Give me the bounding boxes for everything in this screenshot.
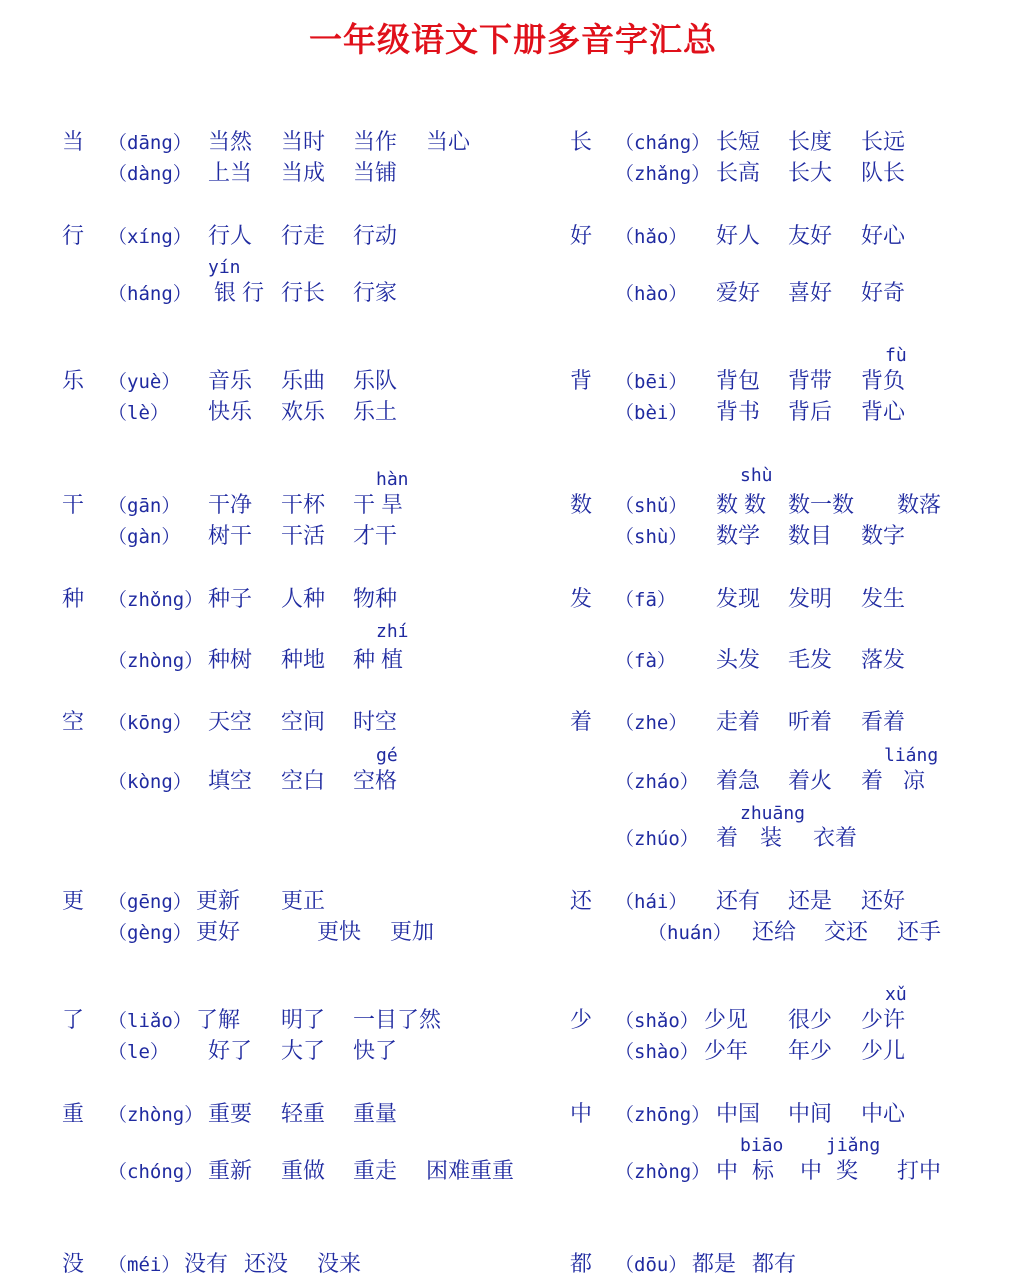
word: 人种 [281,587,326,612]
word: 填空 [208,769,253,794]
word: 着凉 [861,769,946,794]
pinyin: （gān） [108,495,181,517]
word: 乐曲 [281,369,326,394]
word: 明了 [281,1008,326,1033]
pinyin-annotation: yín [208,257,241,278]
word: 落发 [861,648,906,673]
pinyin: （chóng） [108,1161,204,1183]
pinyin-annotation: zhuāng [740,803,806,824]
word: 长高 [716,161,761,186]
word: 干杯 [281,493,326,518]
word: 还好 [861,889,906,914]
pinyin: （dōu） [615,1254,688,1276]
word: 着装 [716,826,805,851]
word: 行家 [353,281,398,306]
word: 好人 [716,224,761,249]
word: 着火 [788,769,833,794]
word: 数目 [788,524,833,549]
word: 中国 [716,1102,761,1127]
pinyin: （kōng） [108,712,192,734]
head-char: 发 [570,587,593,612]
pinyin: （zhǎng） [615,163,711,185]
word: 乐土 [353,400,398,425]
pinyin: （méi） [108,1254,181,1276]
pinyin: （zhe） [615,712,688,734]
word: 很少 [788,1008,833,1033]
word: 毛发 [788,648,833,673]
word: 没来 [317,1252,362,1277]
word: 打中 [897,1159,942,1184]
pinyin: （bèi） [615,402,688,424]
word: 背带 [788,369,833,394]
word: 数落 [897,493,942,518]
word: 长远 [861,130,906,155]
word: 更新 [196,889,241,914]
head-char: 乐 [62,369,85,394]
word: 少儿 [861,1039,906,1064]
word: 都有 [752,1252,797,1277]
word: 了解 [196,1008,241,1033]
word: 发明 [788,587,833,612]
pinyin: （lè） [108,402,169,424]
pinyin-annotation: liáng [884,745,939,766]
pinyin: （zhǒng） [108,589,204,611]
word: 长短 [716,130,761,155]
word: 重走 [353,1159,398,1184]
word: 欢乐 [281,400,326,425]
head-char: 长 [570,130,593,155]
pinyin: （hǎo） [615,226,688,248]
pinyin-annotation: hàn [376,469,409,490]
word: 种树 [208,648,253,673]
pinyin-annotation: xǔ [885,984,907,1005]
word: 发生 [861,587,906,612]
word: 乐队 [353,369,398,394]
word: 数数 [716,493,773,518]
pinyin: （dàng） [108,163,192,185]
word: 少见 [704,1008,749,1033]
word: 物种 [353,587,398,612]
pinyin-annotation: gé [376,745,398,766]
pinyin: （bēi） [615,371,688,393]
word: 种地 [281,648,326,673]
word: 行走 [281,224,326,249]
word: 重做 [281,1159,326,1184]
pinyin: （dāng） [108,132,192,154]
word: 重要 [208,1102,253,1127]
head-char: 少 [570,1008,593,1033]
head-char: 重 [62,1102,85,1127]
pinyin: （xíng） [108,226,192,248]
pinyin: （shù） [615,526,688,548]
word: 快了 [353,1039,398,1064]
page-title: 一年级语文下册多音字汇总 [309,20,717,59]
word: 看着 [861,710,906,735]
word: 银行 [214,281,271,306]
word: 空格 [353,769,398,794]
pinyin: （zháo） [615,771,699,793]
word: 好奇 [861,281,906,306]
word: 行人 [208,224,253,249]
word: 背包 [716,369,761,394]
word: 树干 [208,524,253,549]
word: 才干 [353,524,398,549]
pinyin-annotation: fù [885,345,907,366]
word: 当心 [426,130,471,155]
pinyin-annotation: jiǎng [826,1135,881,1156]
word: 天空 [208,710,253,735]
word: 种子 [208,587,253,612]
head-char: 了 [62,1008,85,1033]
word: 数字 [861,524,906,549]
word: 背心 [861,400,906,425]
word: 当铺 [353,161,398,186]
word: 中标 [716,1159,789,1184]
head-char: 好 [570,224,593,249]
pinyin: （hái） [615,891,688,913]
word: 更正 [281,889,326,914]
pinyin-annotation: shù [740,465,773,486]
pinyin-annotation: biāo [740,1135,784,1156]
pinyin: （háng） [108,283,192,305]
pinyin: （zhōng） [615,1104,711,1126]
word: 交还 [824,920,869,945]
word: 当成 [281,161,326,186]
head-char: 当 [62,130,85,155]
word: 干旱 [353,493,410,518]
pinyin: （fā） [615,589,676,611]
head-char: 种 [62,587,85,612]
head-char: 还 [570,889,593,914]
pinyin: （shǎo） [615,1010,699,1032]
head-char: 更 [62,889,85,914]
pinyin: （yuè） [108,371,181,393]
pinyin: （shào） [615,1041,699,1063]
word: 更快 [317,920,362,945]
head-char: 中 [570,1102,593,1127]
word: 更加 [390,920,435,945]
word: 爱好 [716,281,761,306]
word: 长大 [788,161,833,186]
word: 种植 [353,648,410,673]
head-char: 行 [62,224,85,249]
word: 背书 [716,400,761,425]
word: 长度 [788,130,833,155]
word: 行长 [281,281,326,306]
word: 更好 [196,920,241,945]
word: 背后 [788,400,833,425]
word: 重新 [208,1159,253,1184]
pinyin: （fà） [615,650,676,672]
pinyin-annotation: zhí [376,621,409,642]
head-char: 没 [62,1252,85,1277]
pinyin: （liǎo） [108,1010,192,1032]
word: 听着 [788,710,833,735]
pinyin: （huán） [648,922,732,944]
word: 喜好 [788,281,833,306]
word: 上当 [208,161,253,186]
word: 空白 [281,769,326,794]
word: 发现 [716,587,761,612]
word: 背负 [861,369,906,394]
word: 空间 [281,710,326,735]
word: 当作 [353,130,398,155]
word: 音乐 [208,369,253,394]
word: 快乐 [208,400,253,425]
word: 着急 [716,769,761,794]
word: 好心 [861,224,906,249]
word: 数学 [716,524,761,549]
word: 大了 [281,1039,326,1064]
word: 当时 [281,130,326,155]
pinyin: （cháng） [615,132,711,154]
word: 行动 [353,224,398,249]
word: 队长 [861,161,906,186]
word: 没有 [184,1252,229,1277]
word: 中间 [788,1102,833,1127]
word: 年少 [788,1039,833,1064]
pinyin: （kòng） [108,771,192,793]
word: 还有 [716,889,761,914]
pinyin: （gēng） [108,891,192,913]
word: 轻重 [281,1102,326,1127]
head-char: 空 [62,710,85,735]
pinyin: （zhúo） [615,828,699,850]
word: 头发 [716,648,761,673]
head-char: 数 [570,493,593,518]
pinyin: （zhòng） [108,650,204,672]
word: 中奖 [800,1159,873,1184]
word: 少许 [861,1008,906,1033]
word: 还给 [752,920,797,945]
head-char: 都 [570,1252,593,1277]
word: 还没 [244,1252,289,1277]
word: 干净 [208,493,253,518]
word: 中心 [861,1102,906,1127]
pinyin: （gèng） [108,922,192,944]
word: 少年 [704,1039,749,1064]
pinyin: （zhòng） [108,1104,204,1126]
word: 重量 [353,1102,398,1127]
word: 好了 [208,1039,253,1064]
word: 走着 [716,710,761,735]
pinyin: （le） [108,1041,169,1063]
word: 衣着 [813,826,858,851]
word: 还是 [788,889,833,914]
head-char: 干 [62,493,85,518]
pinyin: （shǔ） [615,495,688,517]
word: 都是 [692,1252,737,1277]
word: 还手 [897,920,942,945]
head-char: 着 [570,710,593,735]
head-char: 背 [570,369,593,394]
word: 时空 [353,710,398,735]
word: 友好 [788,224,833,249]
pinyin: （zhòng） [615,1161,711,1183]
word: 当然 [208,130,253,155]
pinyin: （hào） [615,283,688,305]
word: 数一数 [788,493,855,518]
word: 困难重重 [426,1159,515,1184]
word: 一目了然 [353,1008,442,1033]
word: 干活 [281,524,326,549]
pinyin: （gàn） [108,526,181,548]
